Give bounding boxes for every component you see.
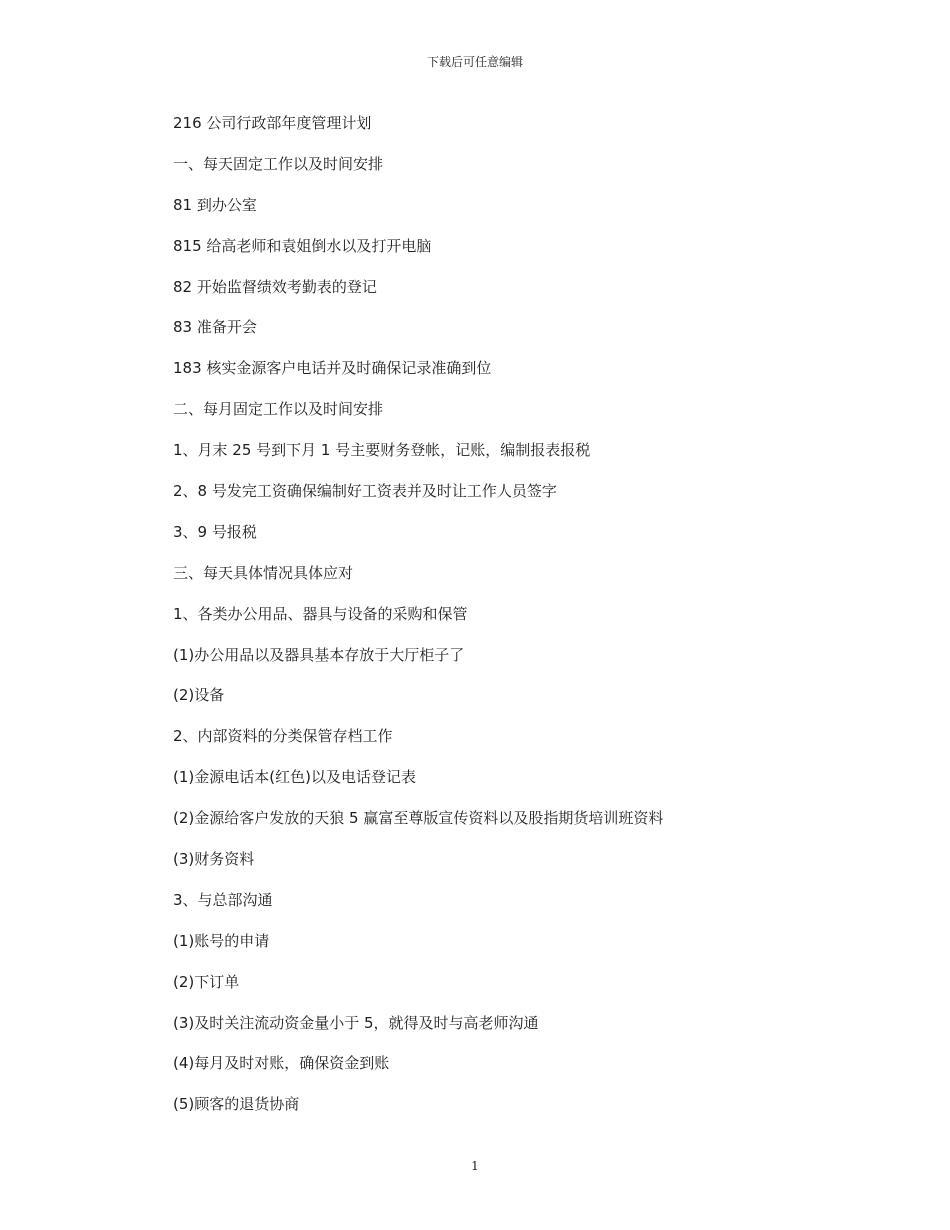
paragraph-line: (1)账号的申请 bbox=[173, 931, 270, 950]
paragraph-line: (1)办公用品以及器具基本存放于大厅柜子了 bbox=[173, 645, 465, 664]
paragraph-line: 815 给高老师和袁姐倒水以及打开电脑 bbox=[173, 236, 432, 255]
paragraph-line: (2)金源给客户发放的天狼 5 赢富至尊版宣传资料以及股指期货培训班资料 bbox=[173, 809, 664, 828]
paragraph-line: (5)顾客的退货协商 bbox=[173, 1095, 300, 1114]
paragraph-line: 3、9 号报税 bbox=[173, 522, 257, 541]
paragraph-line: 2、内部资料的分类保管存档工作 bbox=[173, 727, 393, 746]
paragraph-line: 183 核实金源客户电话并及时确保记录准确到位 bbox=[173, 359, 492, 378]
section-heading: 一、每天固定工作以及时间安排 bbox=[173, 154, 384, 173]
paragraph-line: (4)每月及时对账，确保资金到账 bbox=[173, 1054, 390, 1073]
paragraph-line: 1、各类办公用品、器具与设备的采购和保管 bbox=[173, 604, 468, 623]
paragraph-line: (3)财务资料 bbox=[173, 850, 255, 869]
paragraph-line: 83 准备开会 bbox=[173, 318, 257, 337]
paragraph-line: 81 到办公室 bbox=[173, 195, 257, 214]
section-heading: 三、每天具体情况具体应对 bbox=[173, 563, 354, 582]
paragraph-line: (2)设备 bbox=[173, 686, 225, 705]
paragraph-line: (2)下订单 bbox=[173, 972, 240, 991]
paragraph-line: (3)及时关注流动资金量小于 5，就得及时与高老师沟通 bbox=[173, 1013, 539, 1032]
section-heading: 二、每月固定工作以及时间安排 bbox=[173, 400, 384, 419]
page-header: 下载后可任意编辑 bbox=[426, 55, 523, 69]
paragraph-line: 3、与总部沟通 bbox=[173, 890, 273, 909]
paragraph-line: 2、8 号发完工资确保编制好工资表并及时让工作人员签字 bbox=[173, 482, 557, 501]
document-body bbox=[173, 112, 813, 1134]
document-title: 216 公司行政部年度管理计划 bbox=[173, 114, 372, 132]
paragraph-line: (1)金源电话本(红色)以及电话登记表 bbox=[173, 768, 416, 787]
paragraph-line: 1、月末 25 号到下月 1 号主要财务登帐，记账，编制报表报税 bbox=[173, 441, 591, 460]
page-number: 1 bbox=[471, 1159, 479, 1173]
paragraph-line: 82 开始监督绩效考勤表的登记 bbox=[173, 277, 377, 296]
